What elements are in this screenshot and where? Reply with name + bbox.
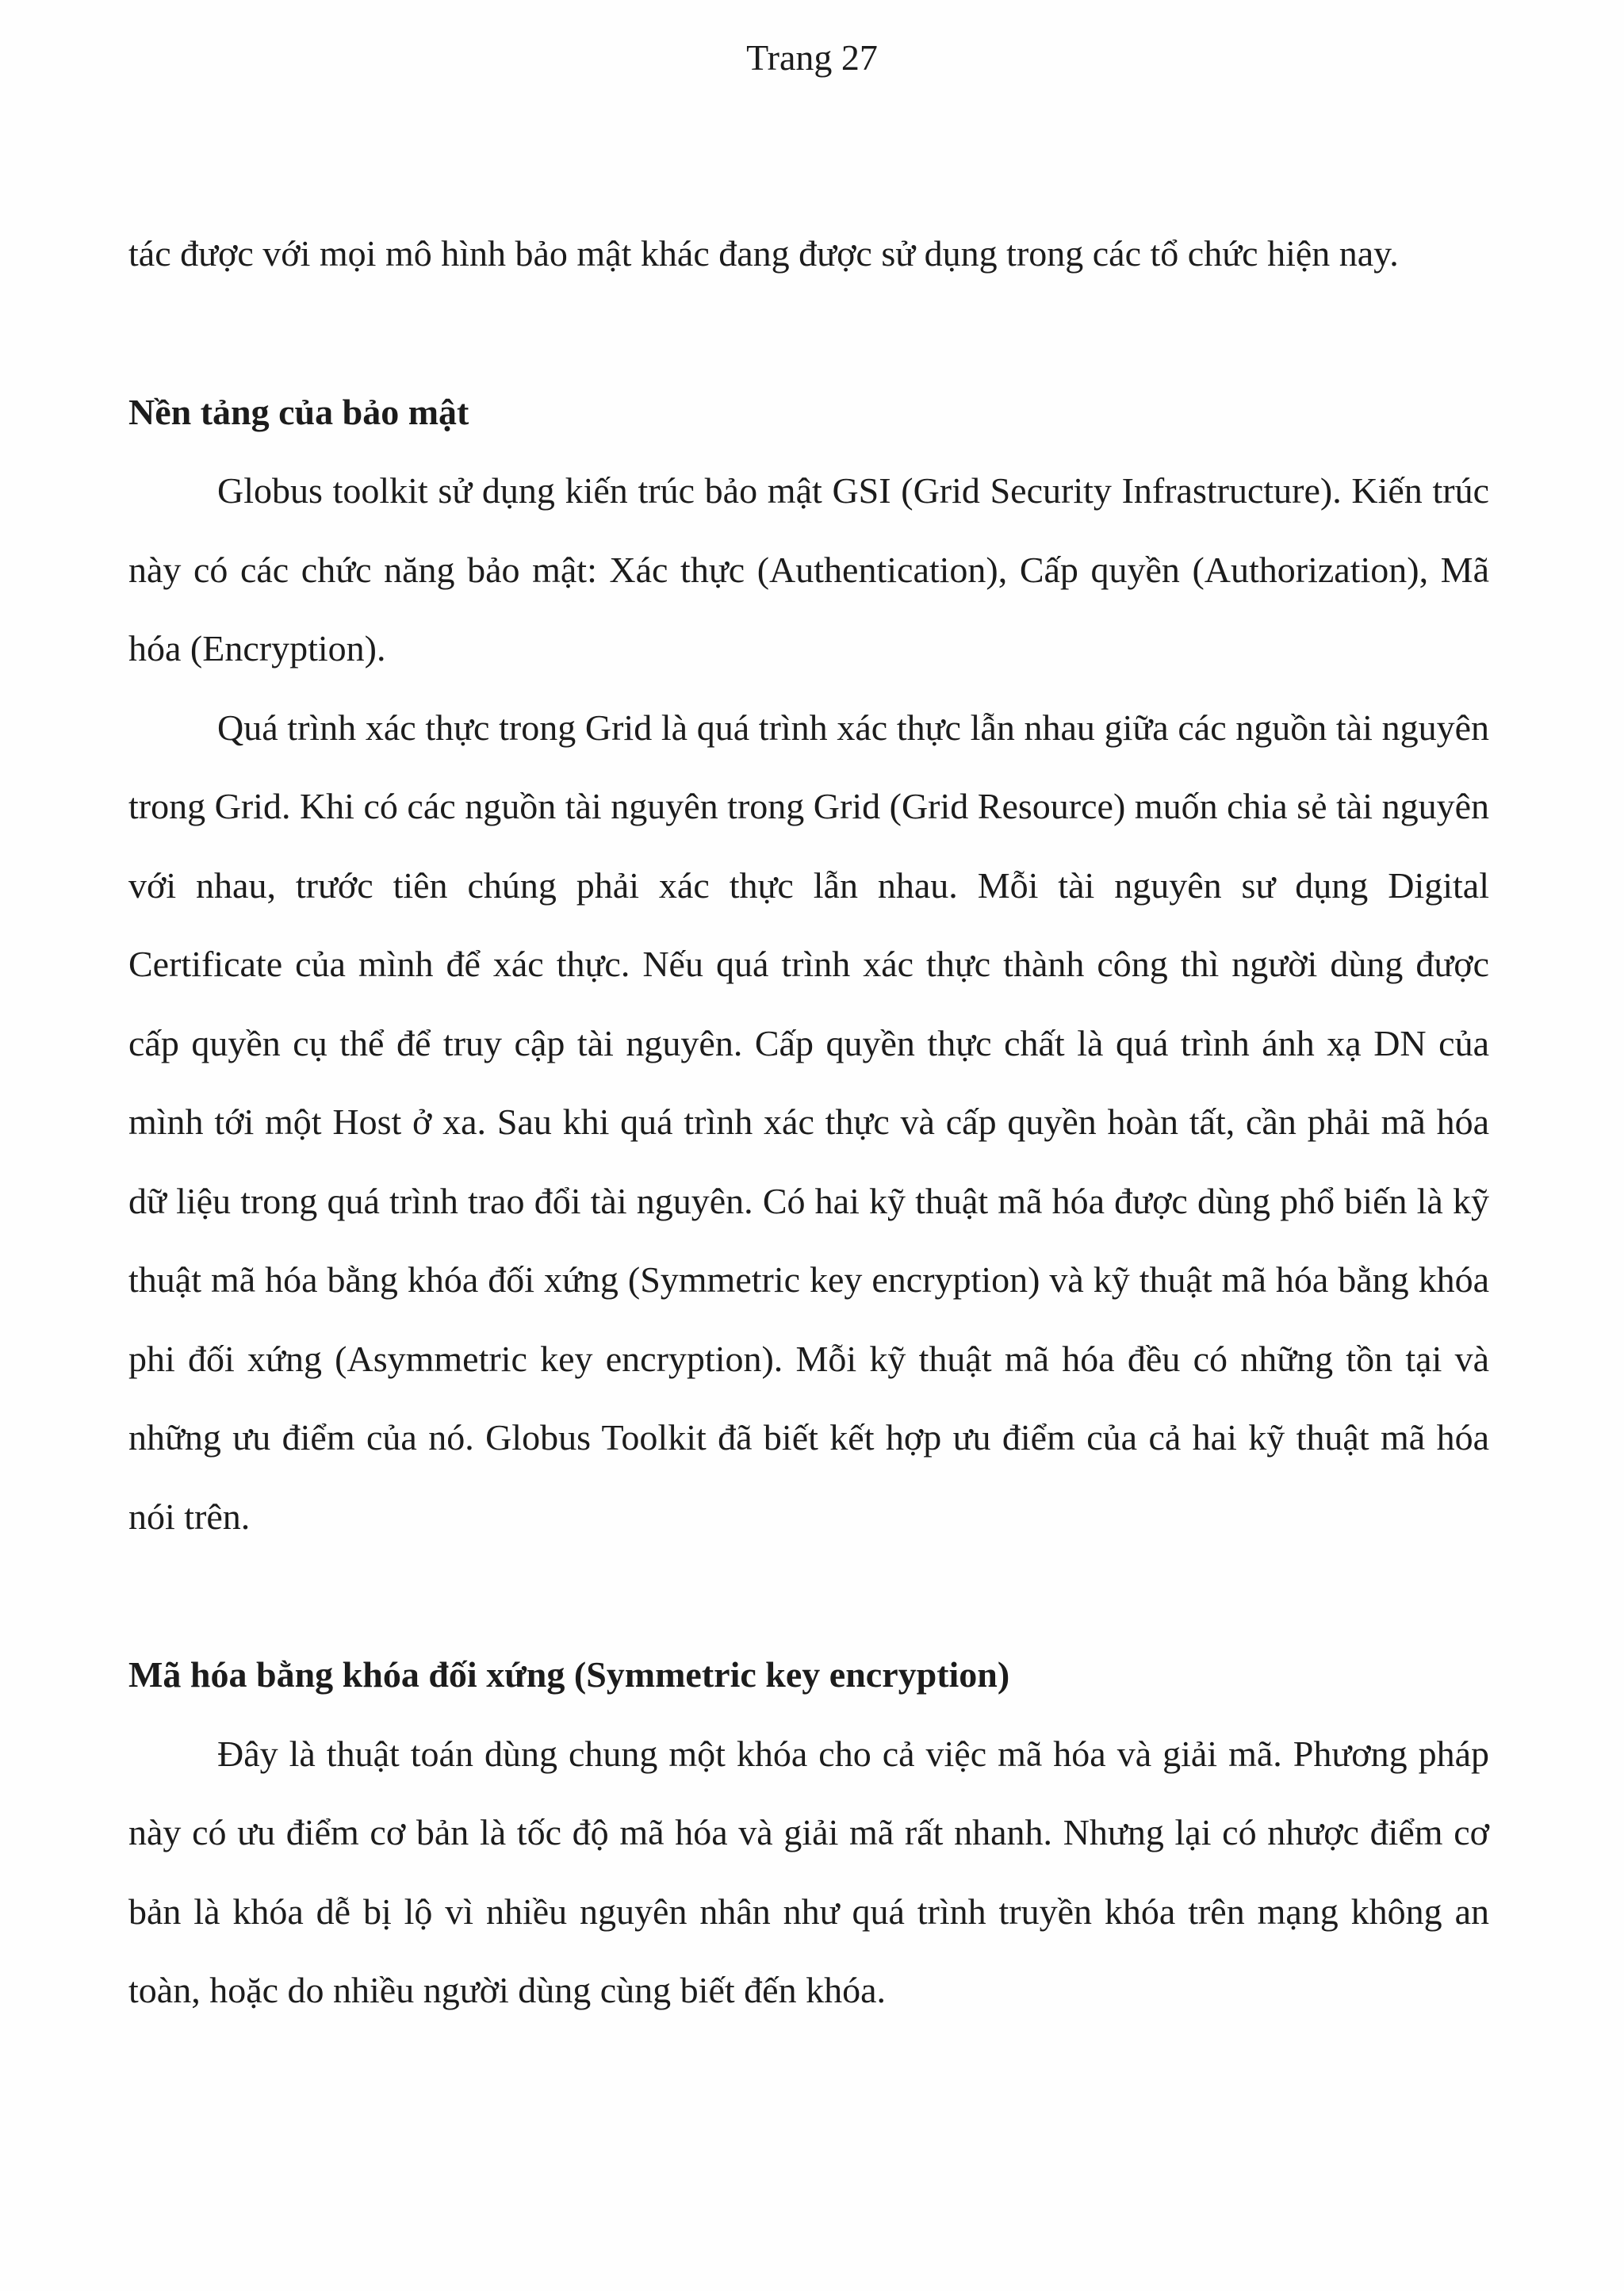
section-heading-symmetric-encryption: Mã hóa bằng khóa đối xứng (Symmetric key encryption)	[128, 1654, 1010, 1695]
paragraph-symmetric: Đây là thuật toán dùng chung một khóa cho cả việc mã hóa và giải mã. Phương pháp này có ưu điểm cơ bản là tốc độ mã hóa và giải mã rất nhanh. Nhưng lại có nhược điểm cơ bản là khóa dễ bị lộ vì nhiều nguyên nhân như quá trình truyền khóa trên mạng không an toàn, hoặc do nhiều người dùng cùng biết đến khóa.	[128, 1733, 1489, 2010]
page-header: Trang 27	[746, 37, 878, 78]
paragraph-authentication: Quá trình xác thực trong Grid là quá trình xác thực lẫn nhau giữa các nguồn tài nguyên trong Grid. Khi có các nguồn tài nguyên trong Grid (Grid Resource) muốn chia sẻ tài nguyên với nhau, trước tiên chúng phải xác thực lẫn nhau. Mỗi tài nguyên sư dụng Digital Certificate của mình để xác thực. Nếu quá trình xác thực thành công thì người dùng được cấp quyền cụ thể để truy cập tài nguyên. Cấp quyền thực chất là quá trình ánh xạ DN của mình tới một Host ở xa. Sau khi quá trình xác thực và cấp quyền hoàn tất, cần phải mã hóa dữ liệu trong quá trình trao đổi tài nguyên. Có hai kỹ thuật mã hóa được dùng phổ biến là kỹ thuật mã hóa bằng khóa đối xứng (Symmetric key encryption) và kỹ thuật mã hóa bằng khóa phi đối xứng (Asymmetric key encryption). Mỗi kỹ thuật mã hóa đều có những tồn tại và những ưu điểm của nó. Globus Toolkit đã biết kết hợp ưu điểm của cả hai kỹ thuật mã hóa nói trên.	[128, 707, 1489, 1537]
intro-paragraph: tác được với mọi mô hình bảo mật khác đang được sử dụng trong các tổ chức hiện nay.	[128, 233, 1399, 274]
page-content	[128, 214, 1489, 2030]
section-heading-security-foundation: Nền tảng của bảo mật	[128, 391, 469, 432]
paragraph-gsi: Globus toolkit sử dụng kiến trúc bảo mật GSI (Grid Security Infrastructure). Kiến trúc này có các chức năng bảo mật: Xác thực (Authentication), Cấp quyền (Authorization), Mã hóa (Encryption).	[128, 470, 1489, 669]
